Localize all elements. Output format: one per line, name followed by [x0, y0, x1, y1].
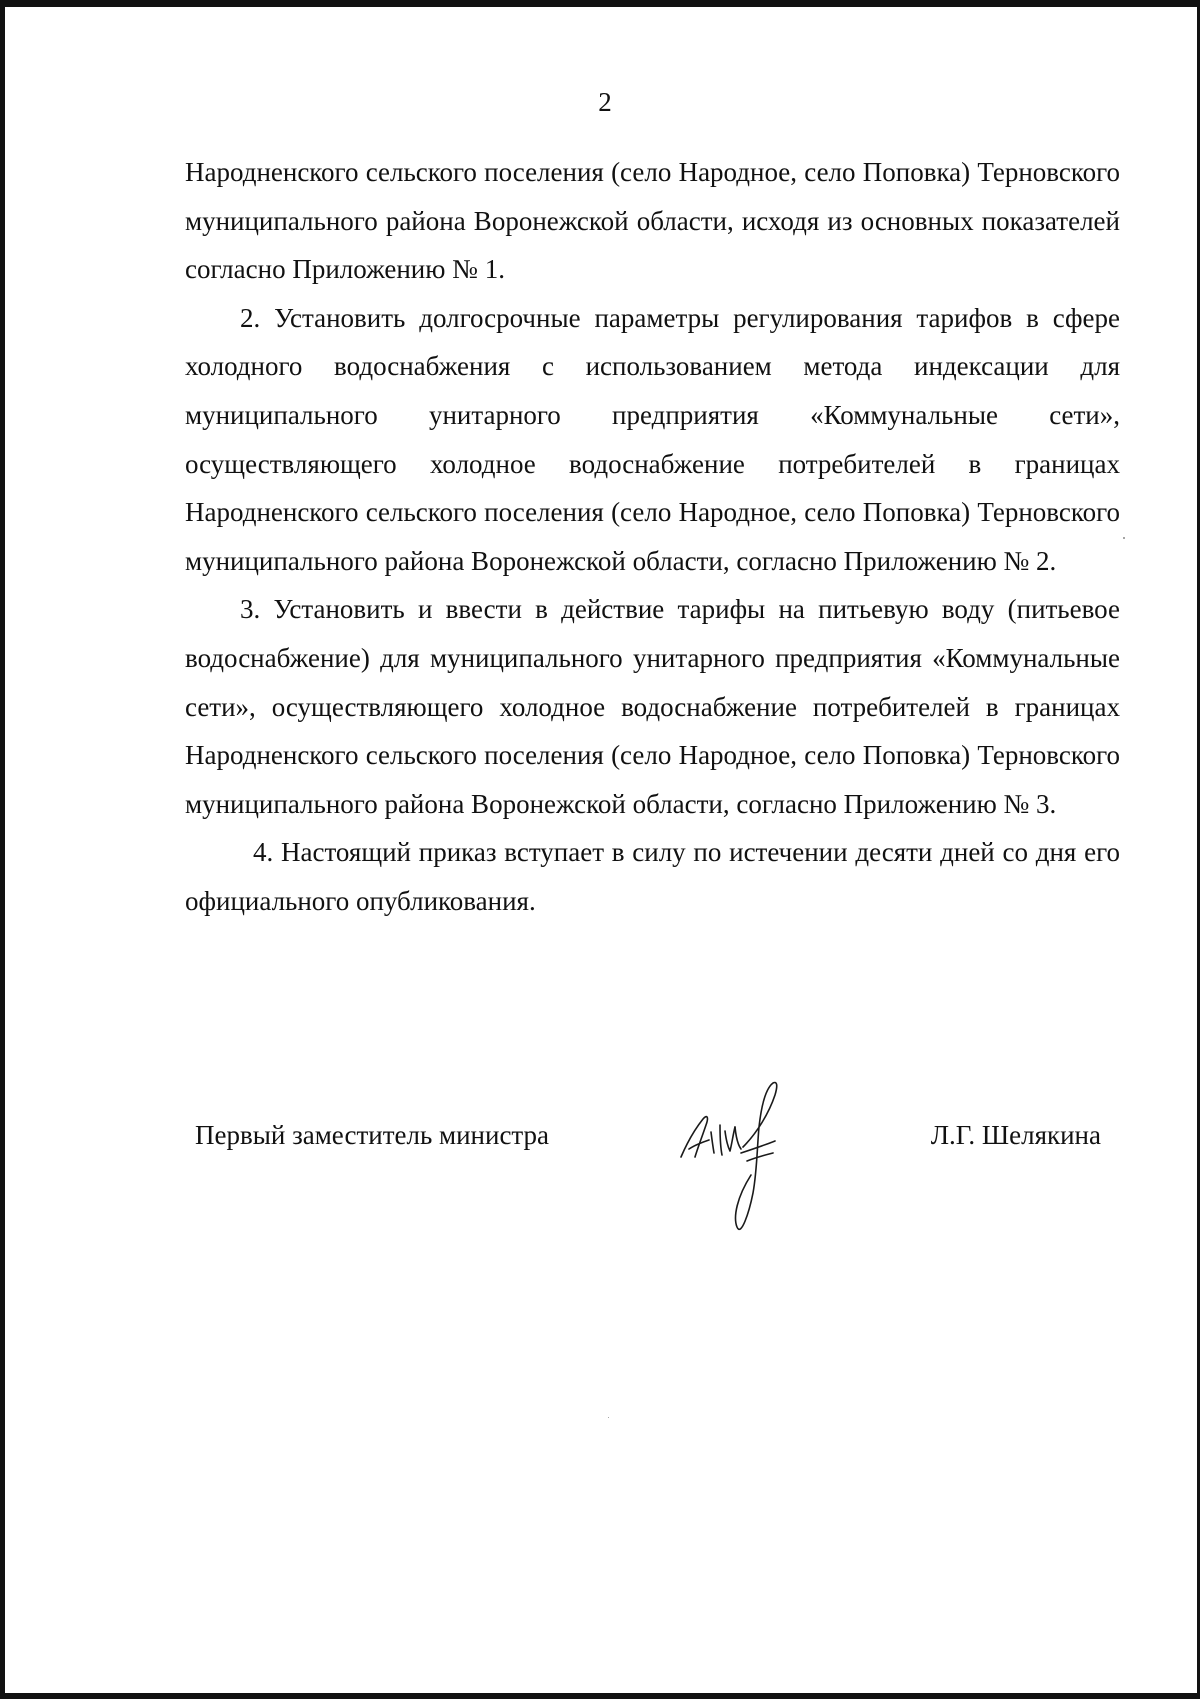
paragraph-item-3: 3. Установить и ввести в действие тарифы на питьевую воду (питьевое водоснабжение) для муниципального унитарного предприятия «Коммунальные сети», осуществляющего холодное водоснабжение потребителей в границах Народненского сельского поселения (село Народное, село Поповка) Терновского муниципального района Воронежской области, согласно Приложению № 3.	[185, 594, 1120, 819]
signatory-name: Л.Г. Шелякина	[930, 1120, 1101, 1150]
handwritten-signature	[665, 1047, 865, 1247]
paragraph-item-2: 2. Установить долгосрочные параметры регулирования тарифов в сфере холодного водоснабжения с использованием метода индексации для муниципального унитарного предприятия «Коммунальные сети», осуществляющего холодное водоснабжение потребителей в границах Народненского сельского поселения (село Народное, село Поповка) Терновского муниципального района Воронежской области, согласно Приложению № 2.	[185, 302, 1120, 576]
scan-speck	[608, 1417, 609, 1418]
paragraph-continuation: Народненского сельского поселения (село Народное, село Поповка) Терновского муниципального района Воронежской области, исходя из основных показателей согласно Приложению № 1.	[185, 157, 1120, 285]
scan-speck	[1123, 537, 1125, 539]
paragraph-item-4: 4. Настоящий приказ вступает в силу по истечении десяти дней со дня его официального опубликования.	[185, 837, 1120, 916]
signatory-title: Первый заместитель министра	[195, 1120, 550, 1150]
page-number: 2	[598, 87, 612, 117]
document-body	[185, 148, 1120, 926]
